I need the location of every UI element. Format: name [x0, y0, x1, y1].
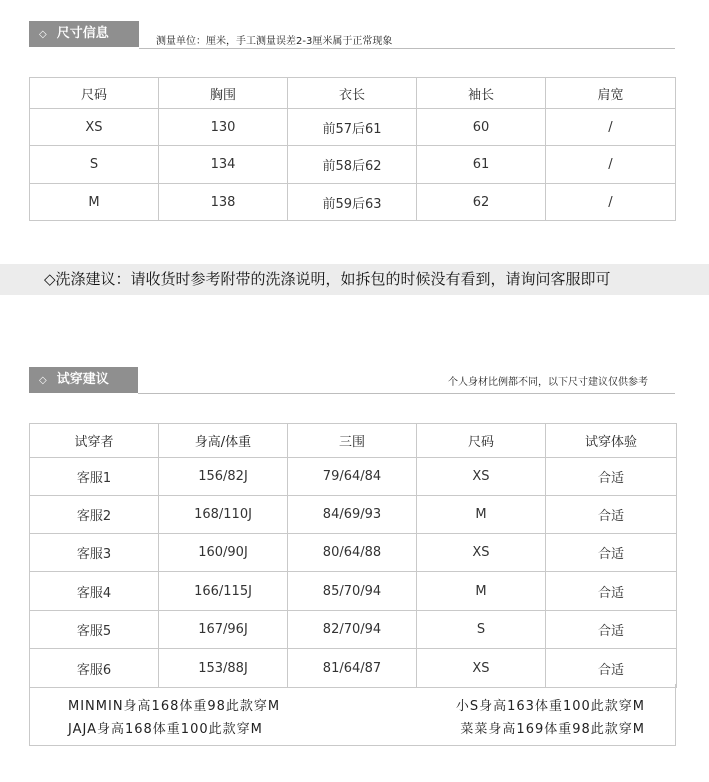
- cell: 168/110J: [159, 496, 288, 534]
- cell: S: [30, 146, 159, 184]
- cell: /: [546, 146, 676, 184]
- cell: 60: [417, 109, 546, 146]
- cell: 客服1: [30, 458, 159, 496]
- header-tester: 试穿者: [30, 424, 159, 458]
- cell: 156/82J: [159, 458, 288, 496]
- cell: M: [417, 572, 546, 611]
- care-advice-band: [0, 264, 709, 295]
- cell: 客服5: [30, 611, 159, 649]
- cell: 167/96J: [159, 611, 288, 649]
- cell: 85/70/94: [288, 572, 417, 611]
- cell: M: [417, 496, 546, 534]
- table-row: [30, 146, 676, 184]
- size-section-divider: [139, 48, 675, 49]
- size-section-note: 测量单位：厘米，手工测量误差2-3厘米属于正常现象: [156, 36, 393, 47]
- cell: 61: [417, 146, 546, 184]
- care-advice-text: ◇洗涤建议：请收货时参考附带的洗涤说明，如拆包的时候没有看到，请询问客服即可: [44, 270, 611, 288]
- cell: 前57后61: [288, 109, 417, 146]
- footer-left-line-2: JAJA身高168体重100此款穿M: [68, 722, 263, 737]
- cell: 134: [159, 146, 288, 184]
- cell: 160/90J: [159, 534, 288, 572]
- table-row: [30, 534, 677, 572]
- cell: 前59后63: [288, 184, 417, 221]
- table-row: [30, 611, 677, 649]
- cell: 79/64/84: [288, 458, 417, 496]
- header-length: 衣长: [288, 78, 417, 109]
- cell: XS: [417, 649, 546, 688]
- fit-section-divider: [138, 393, 675, 394]
- cell: XS: [417, 534, 546, 572]
- header-shoulder: 肩宽: [546, 78, 676, 109]
- cell: 客服6: [30, 649, 159, 688]
- footer-right-line-2: 菜菜身高169体重98此款穿M: [460, 722, 645, 737]
- header-size: 尺码: [30, 78, 159, 109]
- cell: 合适: [546, 611, 677, 649]
- cell: 合适: [546, 572, 677, 611]
- header-measurements: 三围: [288, 424, 417, 458]
- cell: 合适: [546, 649, 677, 688]
- fit-section-tag: [29, 367, 138, 393]
- cell: 合适: [546, 458, 677, 496]
- table-row: [30, 496, 677, 534]
- cell: 153/88J: [159, 649, 288, 688]
- cell: 客服3: [30, 534, 159, 572]
- table-row: [30, 109, 676, 146]
- cell: /: [546, 184, 676, 221]
- cell: 138: [159, 184, 288, 221]
- footer-left-line-1: MINMIN身高168体重98此款穿M: [68, 699, 281, 714]
- cell: 合适: [546, 496, 677, 534]
- table-row: [30, 458, 677, 496]
- cell: 客服2: [30, 496, 159, 534]
- cell: 62: [417, 184, 546, 221]
- cell: /: [546, 109, 676, 146]
- fit-table: [29, 423, 677, 688]
- cell: 客服4: [30, 572, 159, 611]
- size-section-tag: [29, 21, 139, 47]
- cell: 前58后62: [288, 146, 417, 184]
- footer-right-line-1: 小S身高163体重100此款穿M: [455, 699, 645, 714]
- cell: M: [30, 184, 159, 221]
- cell: XS: [417, 458, 546, 496]
- header-fit-experience: 试穿体验: [546, 424, 677, 458]
- diamond-icon: ◇: [39, 375, 47, 386]
- cell: 84/69/93: [288, 496, 417, 534]
- fit-table-header-row: [30, 424, 677, 458]
- size-section-title: 尺寸信息: [56, 26, 109, 41]
- header-chest: 胸围: [159, 78, 288, 109]
- cell: S: [417, 611, 546, 649]
- cell: XS: [30, 109, 159, 146]
- cell: 81/64/87: [288, 649, 417, 688]
- size-table: [29, 77, 676, 221]
- cell: 82/70/94: [288, 611, 417, 649]
- cell: 166/115J: [159, 572, 288, 611]
- table-row: [30, 649, 677, 688]
- header-sleeve: 袖长: [417, 78, 546, 109]
- fit-table-footer: [29, 684, 676, 746]
- fit-section-title: 试穿建议: [56, 372, 109, 387]
- header-size: 尺码: [417, 424, 546, 458]
- cell: 130: [159, 109, 288, 146]
- cell: 80/64/88: [288, 534, 417, 572]
- size-table-header-row: [30, 78, 676, 109]
- table-row: [30, 184, 676, 221]
- table-row: [30, 572, 677, 611]
- diamond-icon: ◇: [39, 29, 47, 40]
- fit-section-note: 个人身材比例都不同，以下尺寸建议仅供参考: [448, 377, 648, 388]
- cell: 合适: [546, 534, 677, 572]
- header-height-weight: 身高/体重: [159, 424, 288, 458]
